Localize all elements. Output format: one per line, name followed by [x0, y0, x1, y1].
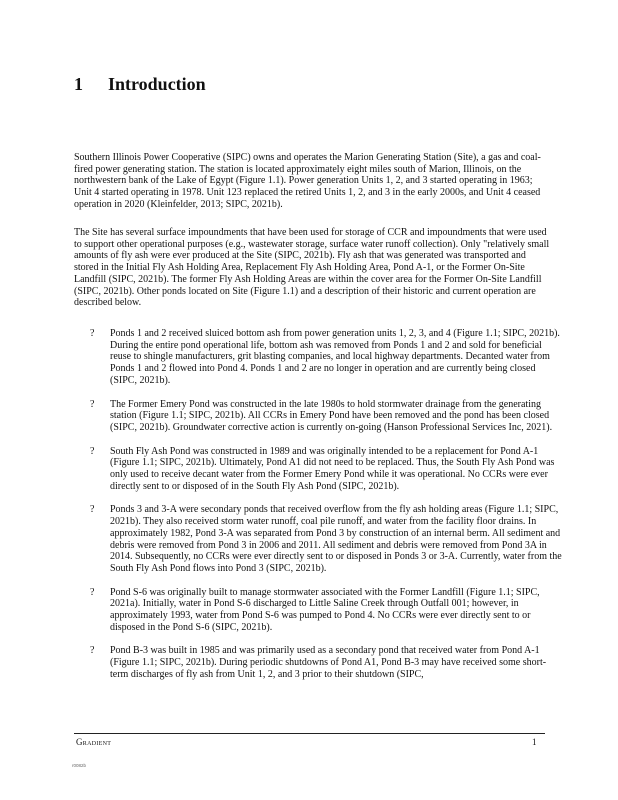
bullet-marker: ?: [90, 445, 95, 457]
list-item: [90, 328, 562, 387]
section-title: Introduction: [108, 74, 206, 94]
document-code: r0082b: [72, 763, 87, 768]
impoundments-paragraph: The Site has several surface impoundments that have been used for storage of CCR and impoundments that were used to support other operational purposes (e.g., wastewater storage, surface water runoff collection). Only "relatively small amounts of fly ash were ever produced at the Site (SIPC, 2021b). Fly ash that was generated was transported and stored in the Initial Fly Ash Holding Area, Replacement Fly Ash Holding Area, Pond A-1, or the Former On-Site Landfill (SIPC, 2021b). The former Fly Ash Holding Areas are within the cover area for the Former On-Site Landfill (SIPC, 2021b). Other ponds located on Site (Figure 1.1) and a description of their historic and current operation are described below.: [74, 227, 550, 309]
list-item-text: South Fly Ash Pond was constructed in 1989 and was originally intended to be a replacement for Pond A-1 (Figure 1.1; SIPC, 2021b). Ultimately, Pond A1 did not need to be replaced. Thus, the South Fly Ash Pond was only used to receive decant water from the Former Emery Pond while it was operational. No CCRs were ever directly sent to or disposed of in the South Fly Ash Pond (SIPC, 2021b).: [110, 445, 555, 492]
list-item: [90, 645, 562, 680]
list-item: [90, 587, 562, 634]
list-item-text: The Former Emery Pond was constructed in the late 1980s to hold stormwater drainage from the generating station (Figure 1.1; SIPC, 2021b). All CCRs in Emery Pond have been removed and the pond has been closed (SIPC, 2021b). Groundwater corrective action is currently on-going (Hanson Professional Services Inc, 2021).: [110, 398, 553, 433]
page-number: 1: [532, 737, 537, 747]
list-item-text: Ponds 1 and 2 received sluiced bottom ash from power generation units 1, 2, 3, and 4 (Figure 1.1; SIPC, 2021b). During the entire pond operational life, bottom ash was removed from Ponds 1 and 2 and sold for beneficial reuse to shingle manufacturers, grit blasting companies, and local highway departments. Decanted water from Ponds 1 and 2 flowed into Pond 4. Ponds 1 and 2 are no longer in operation and are currently being closed (SIPC, 2021b).: [110, 328, 560, 386]
list-item-text: Pond S-6 was originally built to manage stormwater associated with the Former Landfill (Figure 1.1; SIPC, 2021a). Initially, water in Pond S-6 discharged to Little Saline Creek through Outfall 001; however, in approximately 1993, water from Pond S-6 was pumped to Pond 4. No CCRs were ever directly sent to or disposed in the Pond S-6 (SIPC, 2021b).: [110, 586, 540, 633]
section-heading: [74, 74, 206, 95]
list-item-text: Ponds 3 and 3-A were secondary ponds that received overflow from the fly ash holding areas (Figure 1.1; SIPC, 2021b). They also received storm water runoff, coal pile runoff, and water from the facility floor drains. In approximately 1982, Pond 3-A was separated from Pond 3 by construction of an internal berm. All sediment and debris were removed from Pond 3 in 2006 and 2011. All sediment and debris were removed from Pond 3A in 2014. Subsequently, no CCRs were ever directly sent to or disposed in Ponds 3 or 3-A. Currently, water from the South Fly Ash Pond flows into Pond 3 (SIPC, 2021b).: [110, 504, 562, 574]
list-item: [90, 504, 562, 574]
bullet-marker: ?: [90, 328, 95, 339]
list-item: [90, 446, 562, 493]
list-item: [90, 399, 562, 434]
bullet-marker: ?: [90, 504, 95, 516]
list-item-text: Pond B-3 was built in 1985 and was primarily used as a secondary pond that received water from Pond A-1 (Figure 1.1; SIPC, 2021b). During periodic shutdowns of Pond A1, Pond B-3 may have received some short-term discharges of fly ash from Unit 1, 2, and 3 prior to their shutdown (SIPC,: [110, 645, 547, 680]
bullet-marker: ?: [90, 645, 95, 657]
footer-divider: [74, 733, 545, 734]
section-number: 1: [74, 74, 83, 94]
bullet-marker: ?: [90, 398, 95, 410]
intro-paragraph: Southern Illinois Power Cooperative (SIPC) owns and operates the Marion Generating Station (Site), a gas and coal-fired power generating station. The station is located approximately eight miles south of Marion, Illinois, on the northwestern bank of the Lake of Egypt (Figure 1.1). Power generation Units 1, 2, and 3 started operating in 1963; Unit 4 started operating in 1978. Unit 123 replaced the retired Units 1, 2, and 3 in the early 2000s, and Unit 4 ceased operation in 2020 (Kleinfelder, 2013; SIPC, 2021b).: [74, 152, 541, 210]
bullet-marker: ?: [90, 586, 95, 598]
pond-description-list: [90, 328, 562, 693]
footer-company: Gradient: [76, 737, 112, 747]
